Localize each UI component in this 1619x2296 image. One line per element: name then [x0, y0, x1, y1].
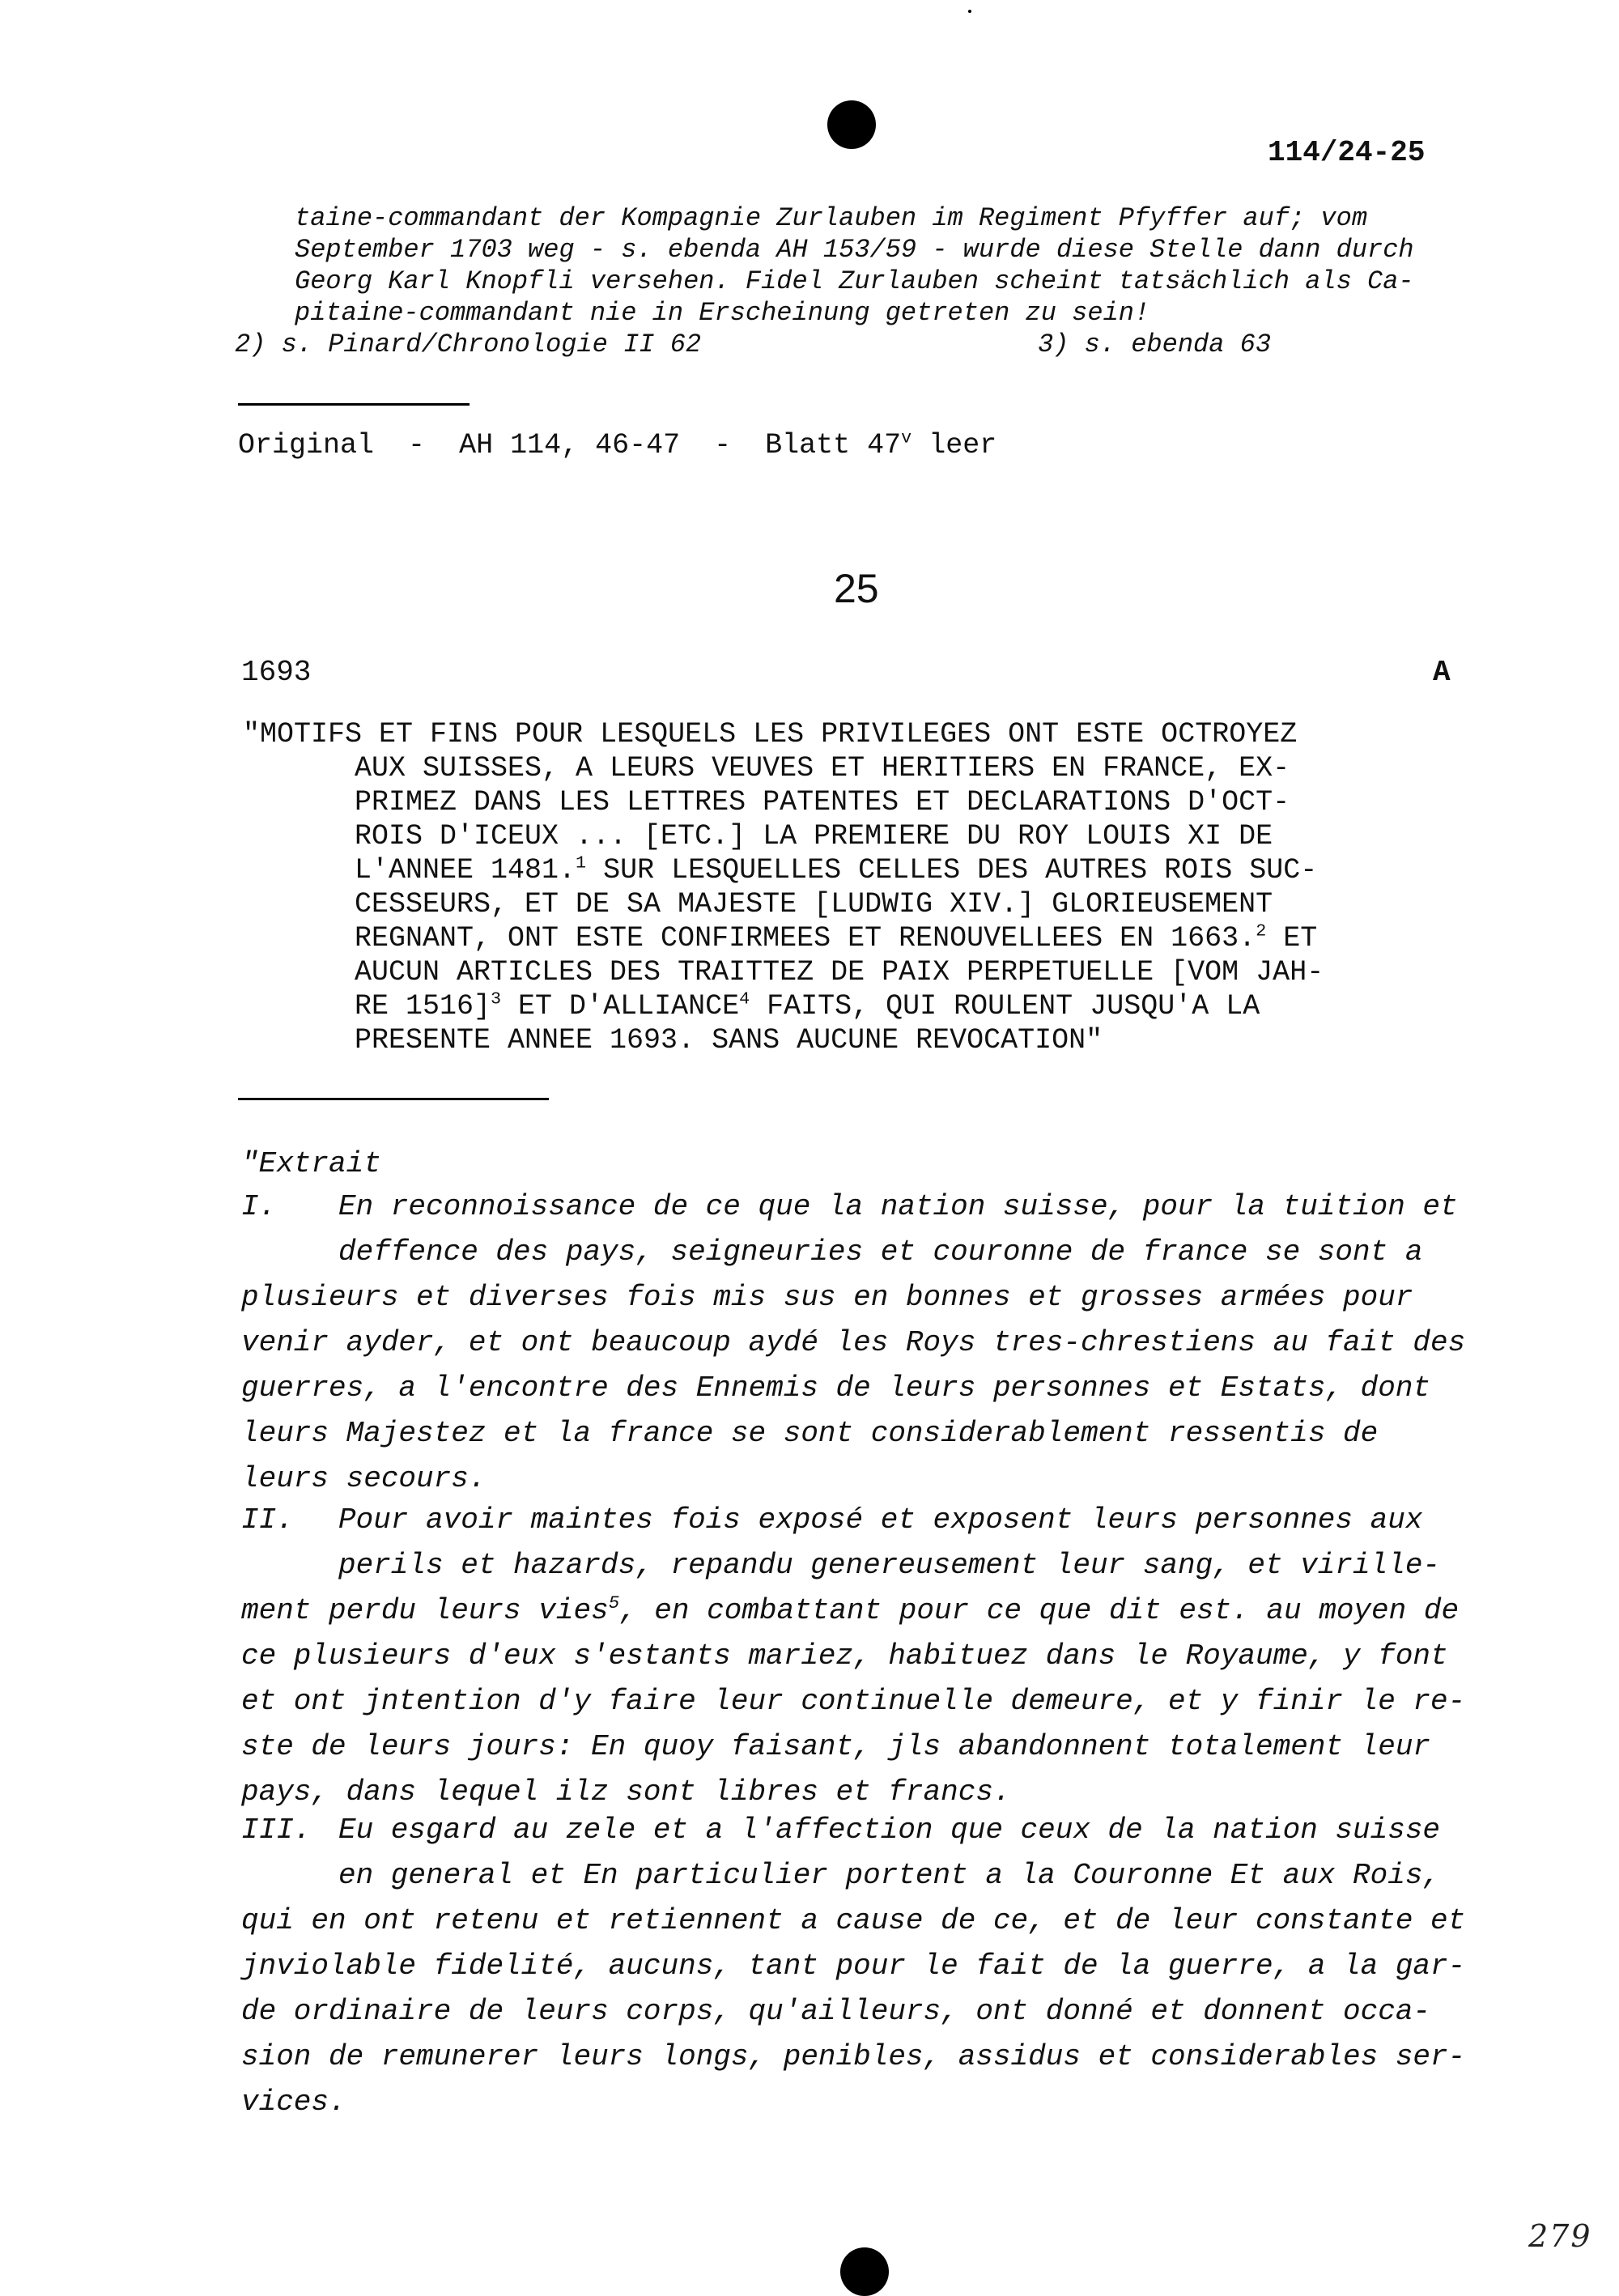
article-line: ce plusieurs d'eux s'estants mariez, habituez dans le Royaume, y font: [241, 1639, 1448, 1673]
article-line: Pour avoir maintes fois exposé et exposent leurs personnes aux: [338, 1503, 1423, 1537]
extract-heading: "Extrait: [241, 1147, 381, 1180]
original-blatt-sup: v: [901, 427, 912, 449]
handwritten-page-number: 279: [1528, 2218, 1592, 2254]
separator-rule: [238, 403, 470, 406]
article-line: guerres, a l'encontre des Ennemis de leurs personnes et Estats, dont: [241, 1371, 1431, 1405]
original-reference: Original - AH 114, 46-47 - Blatt 47$^v$ leer: [238, 427, 997, 461]
footnote-line: September 1703 weg - s. ebenda AH 153/59 - wurde diese Stelle dann durch: [295, 235, 1414, 265]
article-line: sion de remunerer leurs longs, penibles, assidus et considerables ser-: [241, 2040, 1466, 2073]
article-line: Eu esgard au zele et a l'affection que ceux de la nation suisse: [338, 1813, 1441, 1847]
footnote-ref: 5: [608, 1592, 620, 1614]
separator-rule: [238, 1098, 549, 1100]
title-line: REGNANT, ONT ESTE CONFIRMEES ET RENOUVELLEES EN 1663.$^2$ ET: [355, 921, 1318, 955]
title-line: RE 1516]$^3$ ET D'ALLIANCE$^4$ FAITS, QUI ROULENT JUSQU'A LA: [355, 989, 1260, 1023]
footnote-3: 3) s. ebenda 63: [1038, 330, 1272, 359]
article-line: qui en ont retenu et retiennent a cause de ce, et de leur constante et: [241, 1904, 1466, 1937]
footnote-ref: 1: [576, 852, 587, 874]
entry-number: 25: [834, 566, 879, 611]
footnote-ref: 4: [739, 989, 750, 1010]
title-line: ROIS D'ICEUX ... [ETC.] LA PREMIERE DU ROY LOUIS XI DE: [355, 820, 1273, 852]
article-line: ment perdu leurs vies$^5$, en combattant pour ce que dit est. au moyen de: [241, 1592, 1460, 1627]
article-line: de ordinaire de leurs corps, qu'ailleurs, ont donné et donnent occa-: [241, 1995, 1431, 2028]
entry-year: 1693: [241, 656, 312, 689]
article-line: perils et hazards, repandu genereusement leur sang, et virille-: [338, 1549, 1441, 1582]
article-line: en general et En particulier portent a la Couronne Et aux Rois,: [338, 1859, 1441, 1892]
footnote-line: taine-commandant der Kompagnie Zurlauben im Regiment Pfyffer auf; vom: [295, 203, 1368, 233]
original-blatt: Blatt 47: [765, 429, 902, 461]
title-line: "MOTIFS ET FINS POUR LESQUELS LES PRIVILEGES ONT ESTE OCTROYEZ: [243, 718, 1298, 750]
title-line: PRIMEZ DANS LES LETTRES PATENTES ET DECLARATIONS D'OCT-: [355, 786, 1290, 818]
article-number: I.: [241, 1190, 277, 1223]
article-line: plusieurs et diverses fois mis sus en bonnes et grosses armées pour: [241, 1281, 1413, 1314]
footnote-ref: 3: [491, 989, 502, 1010]
article-line: deffence des pays, seigneuries et couronne de france se sont a: [338, 1235, 1423, 1269]
scan-speck: [968, 10, 971, 13]
punch-hole-top: [827, 100, 876, 149]
article-number: II.: [241, 1503, 294, 1537]
footnote-line: pitaine-commandant nie in Erscheinung getreten zu sein!: [295, 298, 1150, 328]
article-line: vices.: [241, 2086, 346, 2119]
entry-letter: A: [1433, 656, 1451, 689]
document-number: 114/24-25: [1268, 136, 1426, 169]
article-number: III.: [241, 1813, 312, 1847]
article-line: ste de leurs jours: En quoy faisant, jls abandonnent totalement leur: [241, 1730, 1431, 1763]
title-line: CESSEURS, ET DE SA MAJESTE [LUDWIG XIV.] GLORIEUSEMENT: [355, 888, 1273, 921]
punch-hole-bottom: [840, 2247, 889, 2296]
article-line: venir ayder, et ont beaucoup aydé les Roys tres-chrestiens au fait des: [241, 1326, 1466, 1359]
title-line: PRESENTE ANNEE 1693. SANS AUCUNE REVOCATION": [355, 1024, 1103, 1057]
original-leer: leer: [928, 429, 997, 461]
article-line: jnviolable fidelité, aucuns, tant pour le fait de la guerre, a la gar-: [241, 1949, 1466, 1983]
article-line: En reconnoissance de ce que la nation suisse, pour la tuition et: [338, 1190, 1458, 1223]
title-line: AUCUN ARTICLES DES TRAITTEZ DE PAIX PERPETUELLE [VOM JAH-: [355, 956, 1324, 989]
footnote-line: Georg Karl Knopfli versehen. Fidel Zurlauben scheint tatsächlich als Ca-: [295, 266, 1414, 296]
footnote-ref: 2: [1256, 921, 1267, 942]
article-line: leurs Majestez et la france se sont considerablement ressentis de: [241, 1417, 1379, 1450]
original-label: Original: [238, 429, 375, 461]
article-line: pays, dans lequel ilz sont libres et francs.: [241, 1775, 1011, 1809]
article-line: et ont jntention d'y faire leur continuelle demeure, et y finir le re-: [241, 1685, 1466, 1718]
title-line: L'ANNEE 1481.$^1$ SUR LESQUELLES CELLES DES AUTRES ROIS SUC-: [355, 852, 1318, 887]
original-ref: AH 114, 46-47: [459, 429, 681, 461]
footnote-2: 2) s. Pinard/Chronologie II 62: [235, 330, 702, 359]
title-line: AUX SUISSES, A LEURS VEUVES ET HERITIERS EN FRANCE, EX-: [355, 752, 1290, 784]
article-line: leurs secours.: [241, 1462, 487, 1495]
